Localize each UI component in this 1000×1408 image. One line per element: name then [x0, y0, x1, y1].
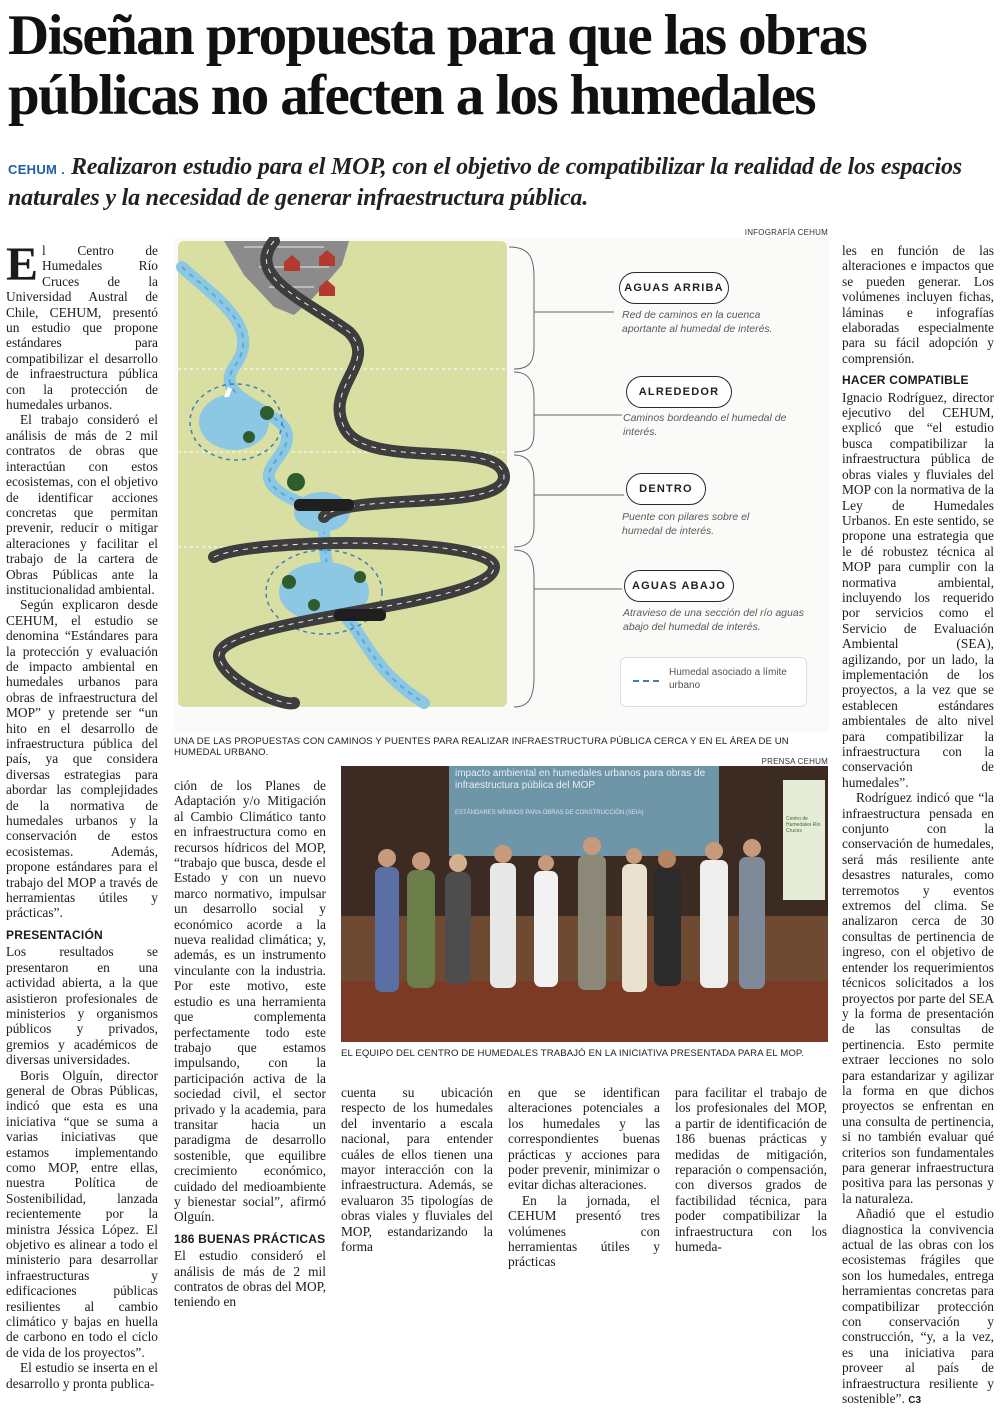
- screen-title: impacto ambiental en humedales urbanos para obras de infraestructura pública del MOP: [455, 768, 706, 791]
- deck-text: Realizaron estudio para el MOP, con el objetivo de compatibilizar la realidad de los espacios naturales y la necesidad de generar infraestructura pública.: [8, 154, 962, 211]
- col4-p2: En la jornada, el CEHUM presentó tres volúmenes con herramientas útiles y prácticas: [508, 1192, 660, 1270]
- subhead-buenas-practicas: 186 BUENAS PRÁCTICAS: [174, 1231, 326, 1246]
- infographic-caption: UNA DE LAS PROPUESTAS CON CAMINOS Y PUENTES PARA REALIZAR INFRAESTRUCTURA PÚBLICA CERCA Y EN EL ÁREA DE UN HUMEDAL URBANO.: [174, 736, 789, 758]
- article-column-2: [174, 778, 326, 1310]
- desc-aguas-abajo: Atravieso de una sección del río aguas abajo del humedal de interés.: [623, 607, 804, 633]
- col4-p1: en que se identifican alteraciones potenciales a los humedales y las correspondientes buenas prácticas y acciones para poder prevenir, minimizar o evitar dichas alteraciones.: [508, 1085, 660, 1193]
- col1-p3: Según explicaron desde CEHUM, el estudio se denomina “Estándares para la protección y evaluación de impacto ambiental en humedales urbanos para obras de infraestructura del MOP” y pretende ser “un hito en el desarrollo de infraestructura pública del país, ya que considera diversas estrategias para abordar las complejidades de la normativa de humedales urbanos y la conservación de estos ecosistemas. Además, propone estándares para el trabajo del MOP a través de herramientas útiles y prácticas”.: [6, 597, 158, 921]
- people-group: [341, 766, 828, 1042]
- col1-p1: l Centro de Humedales Río Cruces de la Universidad Austral de Chile, CEHUM, presentó un estudio que propone estándares para compatibilizar el desarrollo de infraestructura pública con la protección de humedales urbanos.: [6, 243, 158, 413]
- screen-subtitle: ESTÁNDARES MÍNIMOS PARA OBRAS DE CONSTRUCCIÓN (SEIA): [455, 810, 644, 816]
- banner: Centro de Humedales Río Cruces: [783, 780, 825, 900]
- article-column-6: [842, 243, 994, 1408]
- subhead-presentacion: PRESENTACIÓN: [6, 927, 103, 942]
- article-column-1: [6, 238, 158, 1391]
- col1-p4: Los resultados se presentaron en una actividad abierta, a la que asistieron profesionales de ministerios y organismos públicos y privados, gremios y académicos de diversas universidades.: [6, 944, 158, 1068]
- label-alrededor: ALREDEDOR: [626, 376, 732, 408]
- col6-p1: les en función de las alteraciones e impactos que se pueden generar. Los volúmenes incluyen fichas, láminas e infografías elaboradas especialmente para su fácil adopción y comprensión.: [842, 243, 994, 366]
- team-photo: [341, 766, 828, 1042]
- col2-p1: ción de los Planes de Adaptación y/o Mitigación al Cambio Climático tanto en infraestructura como en recursos hídricos del MOP, “trabajo que busca, desde el Estado y con un nuevo marco normativo, impulsar un desarrollo social y económico acorde a la nueva realidad climática; y, además, es un instrumento vinculante con la industria. Por este motivo, este estudio es una herramienta que complementa perfectamente todo este trabajo que estamos impulsando, con la participación activa de la sociedad civil, el sector privado y la academia, para transitar hacia un paradigma de desarrollo sostenible, que equilibre crecimiento económico, cuidado del medioambiente y bienestar social”, afirmó Olguín.: [174, 778, 326, 1225]
- infographic: [174, 237, 829, 732]
- desc-alrededor: Caminos bordeando el humedal de interés.: [623, 412, 787, 438]
- article-column-5: [675, 1085, 827, 1254]
- end-mark-icon: C3: [908, 1395, 922, 1407]
- infographic-credit: INFOGRAFÍA CEHUM: [744, 228, 828, 237]
- col5-p1: para facilitar el trabajo de los profesionales del MOP, a partir de identificación de 186 buenas prácticas y medidas de mitigación, reparación o compensación, con diversos grados de factibilidad técnica, para poder compatibilizar la infraestructura con los humeda-: [675, 1085, 827, 1255]
- label-aguas-arriba: AGUAS ARRIBA: [619, 272, 729, 304]
- col1-p2: El trabajo consideró el análisis de más de 2 mil contratos de obras que interactúan con estos ecosistemas, con el objetivo de identificar acciones concretas que permitan prevenir, reducir o mitigar alteraciones y facilitar el trabajo de la cartera de Obras Públicas ante la institucionalidad ambiental.: [6, 412, 158, 597]
- legend-line-icon: [633, 680, 659, 682]
- subhead-hacer-compatible: HACER COMPATIBLE: [842, 373, 969, 388]
- headline: Diseñan propuesta para que las obras públicas no afecten a los humedales: [8, 4, 867, 127]
- desc-dentro: Puente con pilares sobre el humedal de interés.: [622, 511, 750, 537]
- legend-box: [620, 657, 807, 707]
- col6-p2: Ignacio Rodríguez, director ejecutivo del CEHUM, explicó que “el estudio busca compatibilizar la infraestructura pública de obras viales y fluviales del MOP con la normativa de la Ley de Humedales Urbanos. En este sentido, se propone una estrategia que le dé robustez técnica al MOP para cumplir con la normativa ambiental, incluyendo los requerido por servicios como el Servicio de Evaluación Ambiental (SEA), agilizando, por un lado, la implementación de los proyectos, a la vez que se establecen estándares ambientales de alto nivel para compatibilizar la infraestructura con la conservación de humedales”.: [842, 389, 994, 790]
- label-dentro: DENTRO: [626, 473, 706, 505]
- desc-aguas-arriba: Red de caminos en la cuenca aportante al humedal de interés.: [622, 309, 773, 335]
- bridge-lower-icon: [334, 609, 386, 621]
- legend-text: Humedal asociado a límite urbano: [669, 667, 787, 691]
- drop-cap: E: [6, 238, 39, 291]
- article-column-4: [508, 1085, 660, 1270]
- col1-p6: El estudio se inserta en el desarrollo y pronta publica-: [6, 1360, 158, 1391]
- col6-p4: Añadió que el estudio diagnostica la convivencia actual de las obras con los ecosistemas frágiles que son los humedales, entrega herramientas concretas para compatibilizar protección con conservación y construcción, “y, a la vez, es una iniciativa para proveer al país de infraestructura resiliente y sostenible”.: [842, 1206, 994, 1407]
- photo-caption: EL EQUIPO DEL CENTRO DE HUMEDALES TRABAJÓ EN LA INICIATIVA PRESENTADA PARA EL MOP.: [341, 1048, 804, 1059]
- wetland-upper: [199, 394, 269, 450]
- col3-p1: cuenta su ubicación respecto de los humedales del inventario a escala nacional, para entender cuáles de ellos tienen una mayor interacción con la infraestructura. Además, se evaluaron 35 tipologías de obras viales y fluviales del MOP, estandarizando la forma: [341, 1085, 493, 1255]
- label-aguas-abajo: AGUAS ABAJO: [624, 570, 734, 602]
- article-column-3: [341, 1085, 493, 1254]
- deck: [8, 153, 993, 213]
- col1-p5: Boris Olguín, director general de Obras Públicas, indicó que esta es una iniciativa “que se suma a varias iniciativas que estamos implementando como MOP, entre ellas, nuestra Política de Sostenibilidad, lanzada recientemente por la ministra Jéssica López. El objetivo es alinear a todo el ministerio para desarrollar infraestructuras y edificaciones públicas resilientes al cambio climático y bajas en huella de carbono en todo el ciclo de vida de los proyectos”.: [6, 1067, 158, 1360]
- col2-p2: El estudio consideró el análisis de más de 2 mil contratos de obras del MOP, teniendo en: [174, 1248, 326, 1310]
- section-tag: CEHUM .: [8, 162, 65, 177]
- col6-p3: Rodríguez indicó que “la infraestructura pensada en conjunto con la conservación de humedales, será más resiliente ante desastres naturales, como terremotos y eventos extremos del clima. Se analizaron cerca de 30 consultas de pertinencia de ingreso, con el objetivo de entender los requerimientos técnicos solicitados a los proyectos por parte del SEA y la forma de presentación de las consultas de pertinencia. Esto permite extraer lecciones no solo para estandarizar y agilizar la forma en que dichos proyectos se enfrentan en una consulta de pertinencia, si no también evaluar qué criterios son fundamentales para generar infraestructura positiva para las personas y la naturaleza.: [842, 790, 994, 1206]
- photo-credit: PRENSA CEHUM: [761, 757, 828, 766]
- bridge-icon: [294, 499, 354, 511]
